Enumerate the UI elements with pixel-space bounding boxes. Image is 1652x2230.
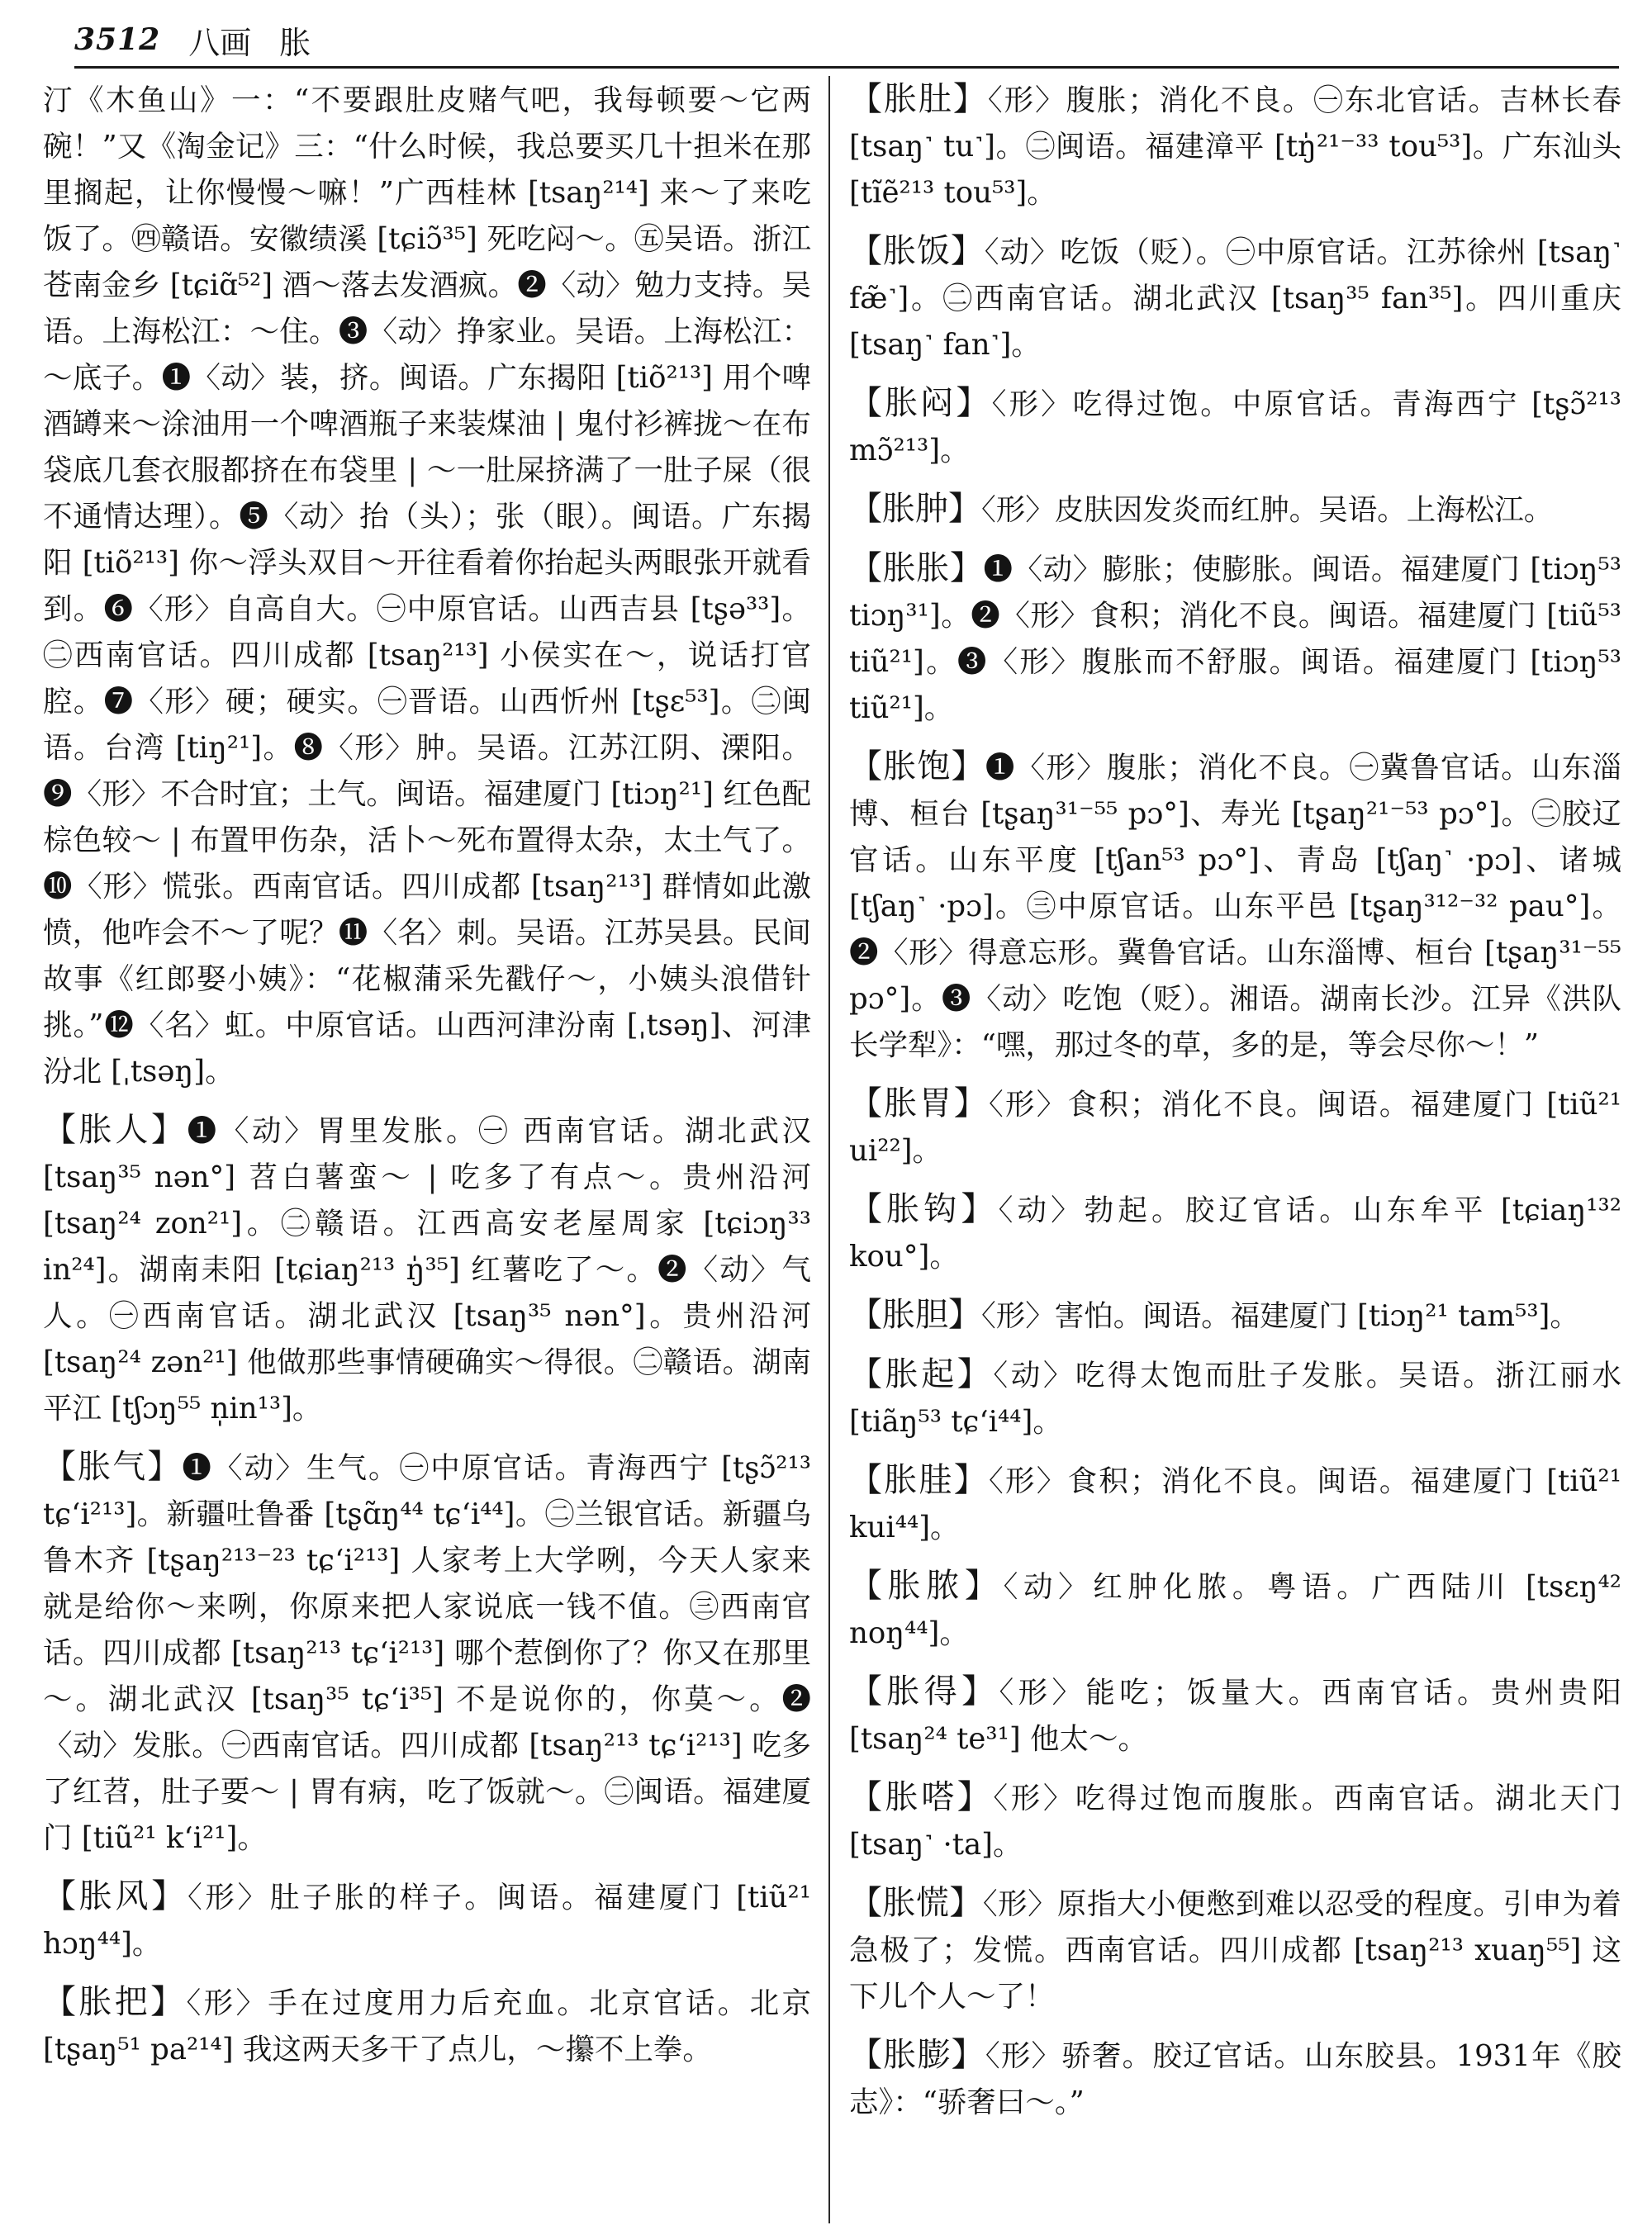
dictionary-entry	[849, 1457, 1621, 1551]
entry-text: 〈形〉食积；消化不良。闽语。福建厦门 [tiũ²¹ kui⁴⁴]。	[849, 1464, 1621, 1544]
page-header	[74, 15, 1619, 64]
entry-text: 汀《木鱼山》一：“不要跟肚皮赌气吧，我每顿要～它两碗！”又《淘金记》三：“什么时候，我总要买几十担米在那里搁起，让你慢慢～嘛！”广西桂林 [tsaŋ²¹⁴] 来～了来吃饭了。㊃赣语。安徽绩溪 [tɕiɔ̃³⁵] 死吃闷～。㊄吴语。浙江苍南金乡 [tɕiɑ̃⁵²] 酒～落去发酒疯。❷〈动〉勉力支持。吴语。上海松江：～住。❸〈动〉挣家业。吴语。上海松江：～底子。❶〈动〉装，挤。闽语。广东揭阳 [tiõ²¹³] 用个啤酒罇来～涂油用一个啤酒瓶子来装煤油 | 鬼付衫裤拢～在布袋底几套衣服都挤在布袋里 | ～一肚屎挤满了一肚子屎（很不通情达理）。❺〈动〉抬（头）；张（眼）。闽语。广东揭阳 [tiõ²¹³] 你～浮头双目～开往看着你抬起头两眼张开就看到。❻〈形〉自高自大。㊀中原官话。山西吉县 [tʂə³³]。㊁西南官话。四川成都 [tsaŋ²¹³] 小侯实在～，说话打官腔。❼〈形〉硬；硬实。㊀晋语。山西忻州 [tʂɛ⁵³]。㊁闽语。台湾 [tiŋ²¹]。❽〈形〉肿。吴语。江苏江阴、溧阳。❾〈形〉不合时宜；土气。闽语。福建厦门 [tiɔŋ²¹] 红色配棕色较～ | 布置甲伤杂，活卜～死布置得太杂，太土气了。❿〈形〉慌张。西南官话。四川成都 [tsaŋ²¹³] 群情如此激愤，他咋会不～了呢？⓫〈名〉刺。吴语。江苏吴县。民间故事《红郎娶小姨》：“花椒蒲采先戳仔～，小姨头浪借针挑。”⓬〈名〉虹。中原官话。山西河津汾南 [ˌtsəŋ]、河津汾北 [ˌtsəŋ]。	[43, 83, 811, 1089]
entry-text: 〈形〉手在过度用力后充血。北京官话。北京 [tʂaŋ⁵¹ pa²¹⁴] 我这两天多干了点儿，～攥不上拳。	[43, 1986, 811, 2066]
entry-headword: 【胀胿】	[849, 1461, 989, 1499]
entry-headword: 【胀人】	[43, 1111, 188, 1149]
entry-text: 〈形〉能吃；饭量大。西南官话。贵州贵阳 [tsaŋ²⁴ te³¹] 他太～。	[849, 1676, 1621, 1756]
dictionary-entry	[849, 76, 1621, 216]
left-column	[43, 76, 811, 2223]
entry-text: 〈形〉肚子胀的样子。闽语。福建厦门 [tiũ²¹ hɔŋ⁴⁴]。	[43, 1881, 811, 1961]
entry-text: ❶〈动〉生气。㊀中原官话。青海西宁 [tʂɔ̃²¹³ tɕʻi²¹³]。新疆吐鲁番 [tʂɑ̃ŋ⁴⁴ tɕʻi⁴⁴]。㊁兰银官话。新疆乌鲁木齐 [tʂaŋ²¹³⁻²³ tɕʻi²¹³] 人家考上大学咧，今天人家来就是给你～来咧，你原来把人家说底一钱不值。㊂西南官话。四川成都 [tsaŋ²¹³ tɕʻi²¹³] 哪个惹倒你了？你又在那里～。湖北武汉 [tsaŋ³⁵ tɕʻi³⁵] 不是说你的，你莫～。❷〈动〉发胀。㊀西南官话。四川成都 [tsaŋ²¹³ tɕʻi²¹³] 吃多了红苕，肚子要～ | 胃有病，吃了饭就～。㊁闽语。福建厦门 [tiũ²¹ kʻi²¹]。	[43, 1451, 811, 1855]
entry-headword: 【胀饱】	[849, 747, 985, 785]
page-number: 3512	[74, 22, 161, 57]
entry-headword: 【胀肿】	[849, 490, 981, 528]
dictionary-entry	[849, 1080, 1621, 1174]
entry-text: 〈形〉吃得过饱。中原官话。青海西宁 [tʂɔ̃²¹³ mɔ̃²¹³]。	[849, 387, 1621, 467]
entry-text: 〈形〉食积；消化不良。闽语。福建厦门 [tiũ²¹ ui²²]。	[849, 1088, 1621, 1168]
entry-headword: 【胀把】	[43, 1983, 187, 2021]
dictionary-entry	[849, 1880, 1621, 2020]
dictionary-entry	[43, 1979, 811, 2073]
dictionary-entry	[849, 1668, 1621, 1763]
radical-label: 胀	[279, 24, 311, 61]
entry-text: 〈动〉勃起。胶辽官话。山东牟平 [tɕiaŋ¹³² kou°]。	[849, 1193, 1621, 1274]
dictionary-entry	[849, 1292, 1621, 1340]
entry-headword: 【胀胆】	[849, 1296, 981, 1334]
entry-headword: 【胀嗒】	[849, 1778, 994, 1816]
dictionary-entry	[849, 1351, 1621, 1445]
entry-headword: 【胀风】	[43, 1877, 188, 1915]
entry-text: 〈形〉吃得过饱而腹胀。西南官话。湖北天门 [tsaŋ˺ ·ta]。	[849, 1782, 1621, 1862]
entry-headword: 【胀脓】	[849, 1567, 1004, 1605]
entry-headword: 【胀钩】	[849, 1190, 999, 1228]
right-column	[849, 76, 1621, 2223]
entry-text: 〈形〉腹胀；消化不良。㊀东北官话。吉林长春 [tsaŋ˺ tu˺]。㊁闽语。福建漳平 [tŋ̍²¹⁻³³ tou⁵³]。广东汕头 [tĩẽ²¹³ tou⁵³]。	[849, 83, 1621, 210]
dictionary-entry	[43, 76, 811, 1095]
dictionary-entry	[849, 1186, 1621, 1280]
dictionary-entry	[849, 1563, 1621, 1657]
dictionary-entry	[849, 2032, 1621, 2126]
dictionary-entry	[43, 1873, 811, 1967]
dictionary-entry	[849, 545, 1621, 732]
dictionary-entry	[849, 228, 1621, 368]
entry-headword: 【胀肚】	[849, 80, 988, 118]
entry-text: 〈形〉原指大小便憋到难以忍受的程度。引申为着急极了；发慌。西南官话。四川成都 [tsaŋ²¹³ xuaŋ⁵⁵] 这下儿个人～了！	[849, 1887, 1621, 2014]
entry-text: 〈动〉吃得太饱而肚子发胀。吴语。浙江丽水 [tiãŋ⁵³ tɕʻi⁴⁴]。	[849, 1359, 1621, 1439]
entry-text: ❶〈动〉胃里发胀。㊀ 西南官话。湖北武汉 [tsaŋ³⁵ nən°] 苕白薯蛮～ | 吃多了有点～。贵州沿河 [tsaŋ²⁴ zon²¹]。㊁赣语。江西高安老屋周家 [tɕiɔŋ³³ in²⁴]。湖南耒阳 [tɕiaŋ²¹³ ŋ̍³⁵] 红薯吃了～。❷〈动〉气人。㊀西南官话。湖北武汉 [tsaŋ³⁵ nən°]。贵州沿河 [tsaŋ²⁴ zən²¹] 他做那些事情硬确实～得很。㊁赣语。湖南平江 [tʃɔŋ⁵⁵ n̩in¹³]。	[43, 1114, 811, 1426]
dictionary-entry	[849, 380, 1621, 474]
entry-headword: 【胀胀】	[849, 549, 984, 587]
entry-text: 〈形〉骄奢。胶辽官话。山东胶县。1931年《胶志》：“骄奢曰～。”	[849, 2039, 1621, 2119]
header-rule	[74, 66, 1619, 69]
entry-headword: 【胀气】	[43, 1448, 183, 1486]
entry-headword: 【胀饭】	[849, 232, 985, 270]
dictionary-entry	[849, 486, 1621, 534]
entry-text: 〈动〉红肿化脓。粤语。广西陆川 [tsɛŋ⁴² noŋ⁴⁴]。	[849, 1570, 1621, 1650]
entry-text: ❶〈形〉腹胀；消化不良。㊀冀鲁官话。山东淄博、桓台 [tʂaŋ³¹⁻⁵⁵ pɔ°]、寿光 [tʂaŋ²¹⁻⁵³ pɔ°]。㊁胶辽官话。山东平度 [tʃan⁵³ pɔ°]、青岛 [tʃaŋ˺ ·pɔ]、诸城 [tʃaŋ˺ ·pɔ]。㊂中原官话。山东平邑 [tʂaŋ³¹²⁻³² pau°]。❷〈形〉得意忘形。冀鲁官话。山东淄博、桓台 [tʂaŋ³¹⁻⁵⁵ pɔ°]。❸〈动〉吃饱（贬）。湘语。湖南长沙。江异《洪队长学犁》：“嘿，那过冬的草，多的是，等会尽你～！”	[849, 751, 1621, 1062]
dictionary-entry	[849, 1774, 1621, 1868]
column-divider	[828, 76, 830, 2223]
dictionary-entry	[43, 1107, 811, 1432]
dictionary-entry	[849, 743, 1621, 1069]
entry-text: ❶〈动〉膨胀；使膨胀。闽语。福建厦门 [tiɔŋ⁵³ tiɔŋ³¹]。❷〈形〉食积；消化不良。闽语。福建厦门 [tiũ⁵³ tiũ²¹]。❸〈形〉腹胀而不舒服。闽语。福建厦门 [tiɔŋ⁵³ tiũ²¹]。	[849, 553, 1621, 725]
entry-text: 〈动〉吃饭（贬）。㊀中原官话。江苏徐州 [tsaŋ˺ fæ̃˺]。㊁西南官话。湖北武汉 [tsaŋ³⁵ fan³⁵]。四川重庆 [tsaŋ˺ fan˺]。	[849, 235, 1621, 362]
dictionary-entry	[43, 1444, 811, 1862]
entry-headword: 【胀起】	[849, 1355, 994, 1393]
entry-headword: 【胀闷】	[849, 384, 992, 422]
entry-headword: 【胀得】	[849, 1672, 999, 1710]
entry-text: 〈形〉皮肤因发炎而红肿。吴语。上海松江。	[981, 493, 1554, 527]
entry-headword: 【胀慌】	[849, 1884, 983, 1922]
entry-headword: 【胀胃】	[849, 1084, 989, 1122]
entry-headword: 【胀膨】	[849, 2036, 985, 2074]
entry-text: 〈形〉害怕。闽语。福建厦门 [tiɔŋ²¹ tam⁵³]。	[981, 1299, 1579, 1333]
section-label: 八画	[188, 24, 252, 61]
